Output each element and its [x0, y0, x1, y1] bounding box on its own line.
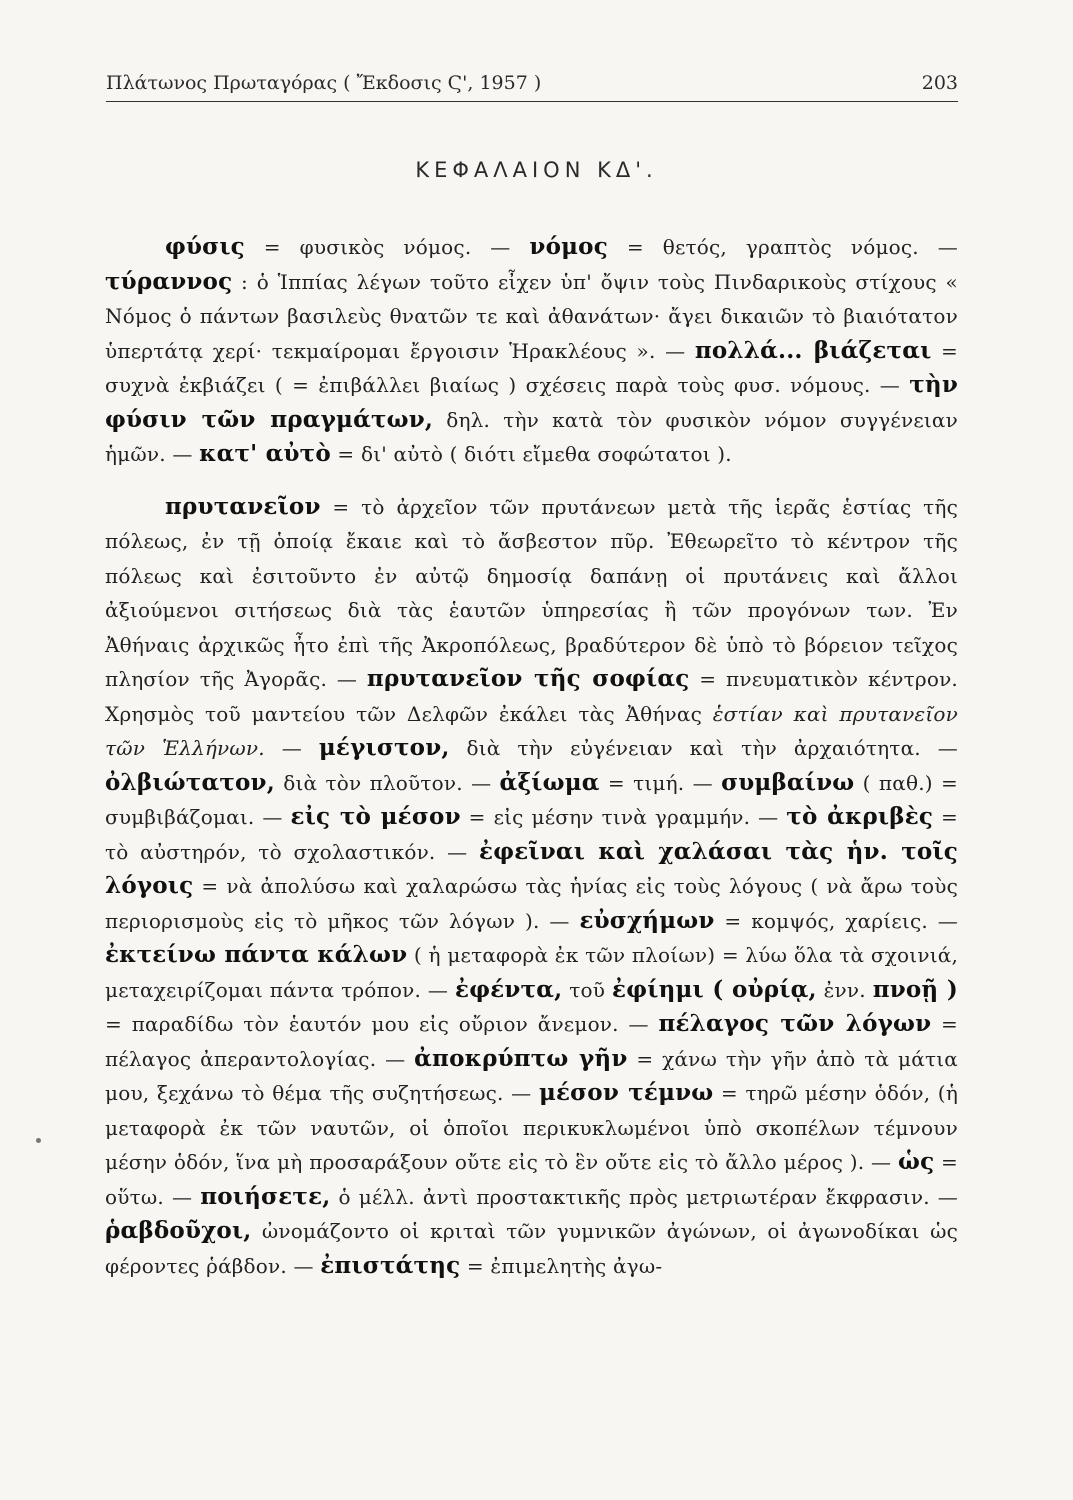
paragraph-2 — [105, 490, 958, 1284]
gloss: : ὁ Ἱππίας λέγων τοῦτο εἶχεν ὑπ' ὄψιν τοὺς Πινδαρικοὺς στίχους « Νόμος ὁ πάντων βασιλεὺς θνατῶν τε καὶ ἀθανάτων· ἄγει δικαιῶν τὸ βιαιότατον ὑπερτάτᾳ χερί· τεκμαίρομαι ἔργοισιν Ἡρακλέους ». — — [105, 269, 958, 363]
quoted-phrase: ἑστίαν καὶ πρυτανεῖον τῶν Ἑλλήνων. — [105, 701, 958, 760]
gloss: = τὸ ἀρχεῖον τῶν πρυτάνεων μετὰ τῆς ἱερᾶς ἑστίας τῆς πόλεως, ἐν τῇ ὁποίᾳ ἔκαιε καὶ τὸ ἄσβεστον πῦρ. Ἐθεωρεῖτο τὸ κέντρον τῆς πόλεως καὶ ἐσιτοῦντο ἐν αὐτῷ δημοσίᾳ δαπάνῃ οἱ πρυτάνεις καὶ ἄλλοι ἀξιούμενοι σιτήσεως διὰ τὰς ἑαυτῶν ὑπηρεσίας ἢ τῶν προγόνων των. Ἐν Ἀθήναις ἀρχικῶς ἦτο ἐπὶ τῆς Ἀκροπόλεως, βραδύτερον δὲ ὑπὸ τὸ βόρειον τεῖχος πλησίον τῆς Ἀγορᾶς. — — [105, 494, 958, 691]
lemma: κατ' αὐτὸ — [199, 440, 331, 467]
lemma: ἐπιστάτης — [320, 1251, 461, 1279]
gloss: ( παθ.) = συμβιβάζομαι. — — [105, 770, 958, 829]
lemma: νόμος — [529, 233, 608, 260]
book-title: Πλάτωνος Πρωταγόρας ( Ἔκδοσις Ϛ', 1957 ) — [106, 72, 542, 94]
gloss: = πνευματικὸν κέντρον. Χρησμὸς τοῦ μαντείου τῶν Δελφῶν ἐκάλει τὰς Ἀθήνας — [105, 667, 958, 726]
lemma: μέγιστον, — [318, 734, 450, 761]
lemma: πολλά... βιάζεται — [694, 336, 932, 364]
lemma: φύσις — [165, 233, 245, 260]
gloss: = νὰ ἀπολύσω καὶ χαλαρώσω τὰς ἡνίας εἰς τοὺς λόγους ( νὰ ἄρω τοὺς περιορισμοὺς εἰς τὸ μῆκος τῶν λόγων ). — — [105, 874, 958, 933]
header-rule — [106, 101, 958, 102]
lemma: τὸ ἀκριβὲς — [786, 803, 934, 830]
gloss: = τηρῶ μέσην ὁδόν, (ἡ μεταφορὰ ἐκ τῶν ναυτῶν, οἱ ὁποῖοι περικυκλωμένοι ὑπὸ σκοπέλων τέμνουν μέσην ὁδόν, ἵνα μὴ προσαράξουν οὔτε εἰς τὸ ἓν οὔτε εἰς τὸ ἄλλο μέρος ). — — [105, 1081, 958, 1174]
gloss: διὰ τὸν πλοῦτον. — — [274, 770, 500, 795]
gloss: = πέλαγος ἀπεραντολογίας. — — [105, 1012, 959, 1071]
gloss: = τὸ αὐστηρόν, τὸ σχολαστικόν. — — [105, 805, 959, 864]
lemma: μέσον τέμνω — [538, 1079, 714, 1106]
gloss: ἐνν. — [816, 977, 873, 1002]
gloss: δηλ. τὴν κατὰ τὸν φυσικὸν νόμον συγγένειαν ἡμῶν. — — [105, 407, 958, 466]
lemma: ἐφεῖναι καὶ χαλάσαι τὰς ἡν. τοῖς λόγοις — [105, 837, 958, 899]
gloss: ὠνομάζοντο οἱ κριταὶ τῶν γυμνικῶν ἀγώνων, οἱ ἀγωνοδίκαι ὡς φέροντες ῥάβδον. — — [105, 1219, 958, 1278]
gloss: = θετός, γραπτὸς νόμος. — — [607, 235, 958, 259]
lemma: ἐφίημι ( οὐρίᾳ, — [612, 975, 817, 1003]
gloss: = δι' αὐτὸ ( διότι εἴμεθα σοφώτατοι ). — [330, 442, 732, 466]
gloss: διὰ τὴν εὐγένειαν καὶ τὴν ἀρχαιότητα. — — [449, 736, 958, 760]
lemma: τὴν φύσιν τῶν πραγμάτων, — [105, 371, 958, 433]
margin-dot-mark — [36, 1138, 41, 1143]
gloss: τοῦ — [562, 977, 613, 1002]
lemma: εἰς τὸ μέσον — [290, 803, 461, 830]
lemma: συμβαίνω — [721, 768, 855, 796]
lemma: ὀλβιώτατον, — [105, 768, 275, 796]
gloss: = οὕτω. — — [105, 1150, 958, 1209]
lemma: ἐφέντα, — [455, 975, 563, 1003]
lemma: ὡς — [897, 1148, 935, 1175]
chapter-title: ΚΕΦΑΛΑΙΟΝ ΚΔ'. — [415, 158, 658, 182]
lemma: ἀποκρύπτω γῆν — [414, 1044, 628, 1072]
gloss: = φυσικὸς νόμος. — — [244, 235, 530, 259]
paragraph-1 — [105, 230, 958, 472]
gloss: = παραδίδω τὸν ἑαυτόν μου εἰς οὔριον ἄνεμον. — — [105, 1012, 659, 1036]
gloss: — — [264, 736, 319, 760]
gloss: = χάνω τὴν γῆν ἀπὸ τὰ μάτια μου, ξεχάνω τὸ θέμα τῆς συζητήσεως. — — [105, 1046, 958, 1105]
lemma: εὐσχήμων — [579, 906, 715, 934]
lemma: πέλαγος τῶν λόγων — [658, 1010, 932, 1037]
gloss: = κομψός, χαρίεις. — — [714, 908, 958, 933]
page-number: 203 — [921, 72, 958, 94]
lemma: πνοῇ ) — [872, 975, 958, 1003]
lemma: ἀξίωμα — [499, 768, 600, 796]
running-header — [106, 72, 958, 94]
lemma: ῥαβδοῦχοι, — [105, 1217, 252, 1244]
gloss: = τιμή. — — [599, 770, 722, 795]
lemma: πρυτανεῖον τῆς σοφίας — [366, 665, 690, 692]
gloss: = συχνὰ ἐκβιάζει ( = ἐπιβάλλει βιαίως ) σχέσεις παρὰ τοὺς φυσ. νόμους. — — [105, 338, 958, 397]
lemma: ἐκτείνω πάντα κάλων — [105, 941, 408, 968]
lemma: πρυτανεῖον — [165, 492, 321, 520]
commentary-text — [105, 230, 958, 1283]
lemma: τύραννος — [105, 267, 233, 295]
gloss: = εἰς μέσην τινὰ γραμμήν. — — [460, 805, 787, 829]
gloss: ὁ μέλλ. ἀντὶ προστακτικῆς πρὸς μετριωτέραν ἔκφρασιν. — — [330, 1184, 958, 1209]
lemma: ποιήσετε, — [200, 1182, 331, 1210]
gloss: = ἐπιμελητὴς ἀγω- — [460, 1253, 663, 1278]
gloss: ( ἡ μεταφορὰ ἐκ τῶν πλοίων) = λύω ὅλα τὰ σχοινιά, μεταχειρίζομαι πάντα τρόπον. — — [105, 943, 958, 1002]
